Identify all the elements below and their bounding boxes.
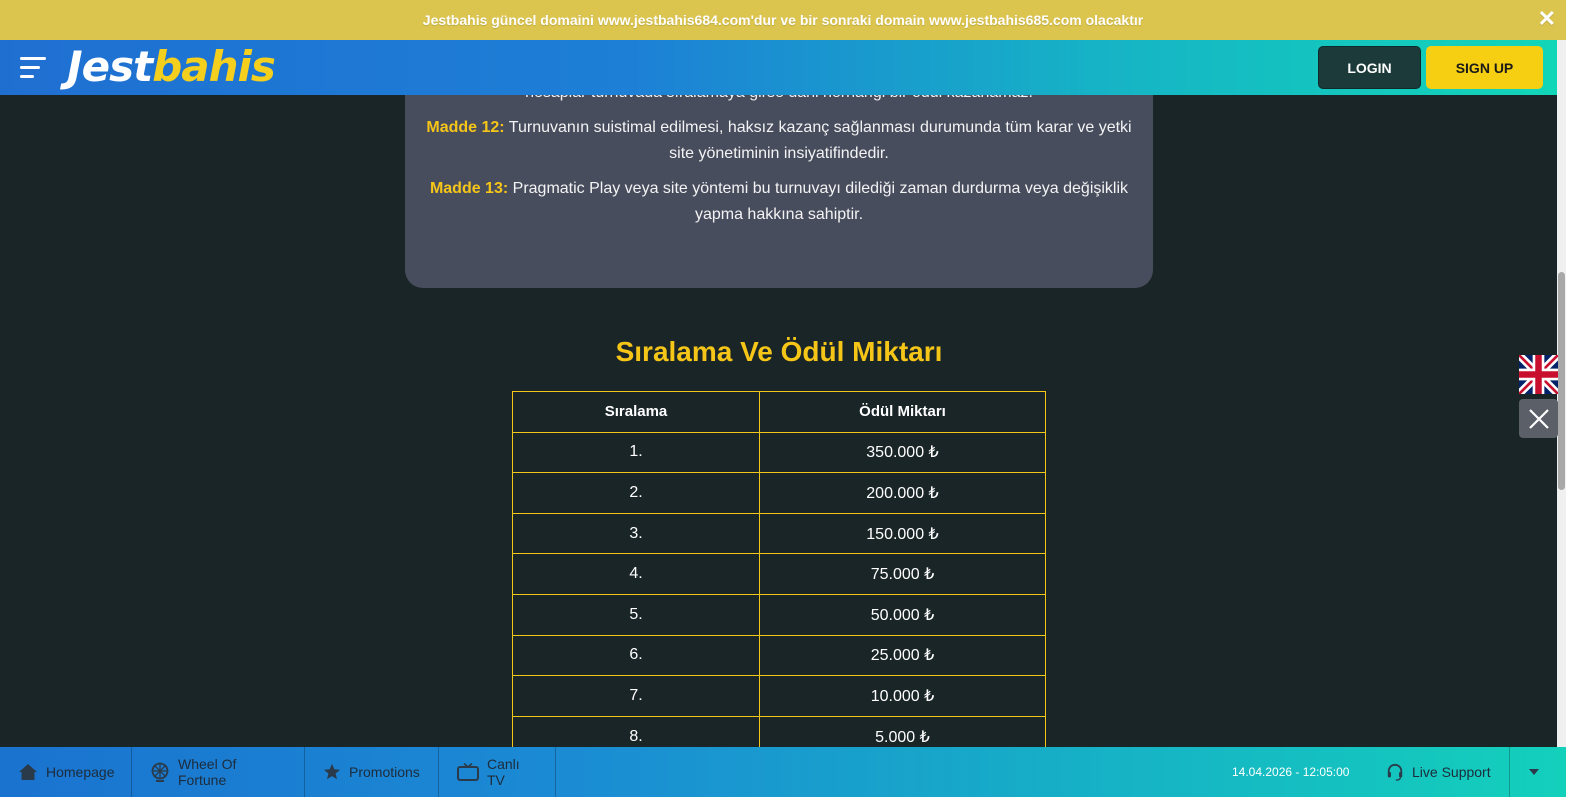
nav-promotions[interactable] xyxy=(305,747,439,797)
uk-flag-icon[interactable] xyxy=(1519,355,1558,394)
table-row xyxy=(513,676,1046,717)
column-header-rank: Sıralama xyxy=(513,392,760,433)
prize-cell: 350.000 ₺ xyxy=(760,432,1046,473)
rank-cell: 4. xyxy=(513,554,760,595)
rule-item xyxy=(420,115,1138,167)
table-row xyxy=(513,432,1046,473)
prize-cell: 150.000 ₺ xyxy=(760,513,1046,554)
domain-notice-bar xyxy=(0,0,1566,40)
live-support-button[interactable] xyxy=(1386,747,1491,797)
rank-cell: 8. xyxy=(513,716,760,757)
rank-cell: 2. xyxy=(513,473,760,514)
rank-cell: 6. xyxy=(513,635,760,676)
home-icon xyxy=(18,763,38,781)
nav-wheel-of-fortune[interactable] xyxy=(132,747,305,797)
prize-cell: 25.000 ₺ xyxy=(760,635,1046,676)
column-header-prize: Ödül Miktarı xyxy=(760,392,1046,433)
scrollbar-thumb[interactable] xyxy=(1558,272,1565,490)
headset-icon xyxy=(1386,763,1404,781)
page-scrollbar[interactable] xyxy=(1557,40,1566,747)
signup-button[interactable]: SIGN UP xyxy=(1426,46,1543,89)
table-row xyxy=(513,635,1046,676)
rank-cell: 1. xyxy=(513,432,760,473)
caret-down-icon xyxy=(1529,769,1539,775)
bottom-bar-toggle[interactable] xyxy=(1509,747,1557,797)
window-bottom-edge xyxy=(0,797,1584,805)
live-support-label: Live Support xyxy=(1412,764,1491,780)
prize-cell: 10.000 ₺ xyxy=(760,676,1046,717)
site-logo[interactable] xyxy=(67,42,275,92)
rank-cell: 5. xyxy=(513,594,760,635)
nav-homepage[interactable] xyxy=(0,747,132,797)
nav-label-canli-tv: Canlı TV xyxy=(487,756,520,788)
table-row xyxy=(513,473,1046,514)
star-icon xyxy=(323,763,341,781)
prize-table xyxy=(512,391,1046,757)
login-button[interactable]: LOGIN xyxy=(1318,46,1421,89)
tv-icon xyxy=(457,763,479,781)
hamburger-menu-icon[interactable] xyxy=(20,57,46,79)
tournament-rules-list xyxy=(420,80,1138,237)
notice-close-icon[interactable]: ✕ xyxy=(1537,6,1556,31)
rule-tag: Madde 12: xyxy=(426,119,505,136)
table-row xyxy=(513,594,1046,635)
rule-tag: Madde 13: xyxy=(429,180,509,197)
table-row xyxy=(513,513,1046,554)
rank-cell: 7. xyxy=(513,676,760,717)
table-row xyxy=(513,554,1046,595)
ranking-prize-title: Sıralama Ve Ödül Miktarı xyxy=(615,336,943,367)
prize-cell: 200.000 ₺ xyxy=(760,473,1046,514)
prize-cell: 50.000 ₺ xyxy=(760,594,1046,635)
nav-canli-tv[interactable] xyxy=(439,747,556,797)
wheel-icon xyxy=(150,762,170,782)
logo-part-bahis: bahis xyxy=(152,42,275,91)
current-datetime: 14.04.2026 - 12:05:00 xyxy=(1232,765,1350,779)
rule-item xyxy=(420,176,1138,228)
table-header-row xyxy=(513,392,1046,433)
logo-part-jest: Jest xyxy=(67,42,153,91)
rule-text: Turnuvanın suistimal edilmesi, haksız kazanç sağlanması durumunda tüm karar ve yetki site yönetiminin insiyatifindedir. xyxy=(508,119,1132,162)
bottom-navigation-bar xyxy=(0,747,1566,797)
window-edge xyxy=(1566,0,1584,805)
rank-cell: 3. xyxy=(513,513,760,554)
domain-notice-text: Jestbahis güncel domaini www.jestbahis684.com'dur ve bir sonraki domain www.jestbahis685.com olacaktır xyxy=(422,12,1144,28)
site-header xyxy=(0,40,1557,95)
nav-label-wheel: Wheel Of Fortune xyxy=(178,756,237,788)
prize-cell: 5.000 ₺ xyxy=(760,716,1046,757)
nav-label-homepage: Homepage xyxy=(46,764,115,780)
rule-text: Pragmatic Play veya site yöntemi bu turnuvayı dilediği zaman durdurma veya değişiklik yapma hakkına sahiptir. xyxy=(512,180,1129,223)
nav-label-promotions: Promotions xyxy=(349,764,420,780)
prize-cell: 75.000 ₺ xyxy=(760,554,1046,595)
language-widget-close-icon[interactable] xyxy=(1519,399,1558,438)
